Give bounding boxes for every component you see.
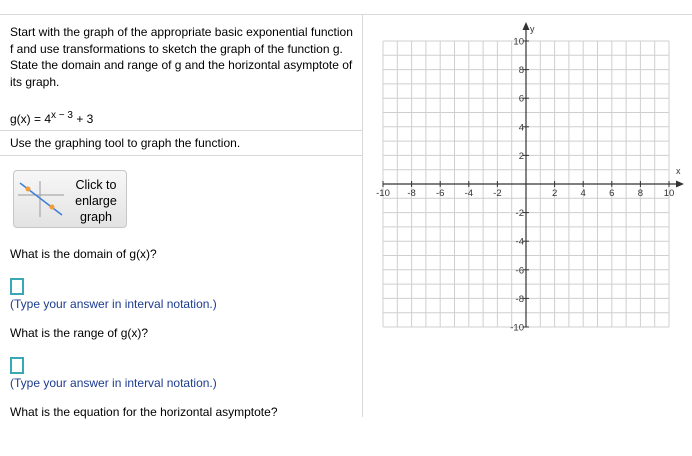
x-axis-label: x [676, 166, 681, 176]
graphing-instruction: Use the graphing tool to graph the function. [10, 136, 241, 150]
domain-hint: (Type your answer in interval notation.) [10, 297, 217, 311]
x-tick-label: -8 [407, 188, 416, 199]
x-tick-label: -4 [464, 188, 474, 199]
y-tick-label: 8 [518, 65, 524, 77]
function-exponent: x − 3 [51, 110, 73, 121]
range-question: What is the range of g(x)? [10, 326, 149, 340]
y-tick-label: 10 [513, 36, 524, 48]
y-tick-label: -8 [515, 293, 524, 305]
domain-question: What is the domain of g(x)? [10, 247, 157, 261]
y-tick-label: 6 [518, 93, 524, 105]
x-tick-label: 8 [637, 188, 644, 199]
enlarge-graph-label: Click to enlarge graph [75, 178, 117, 224]
y-tick-label: 4 [518, 122, 524, 134]
x-tick-label: 6 [609, 188, 615, 199]
function-lhs: g(x) = 4 [10, 112, 52, 126]
y-tick-label: -10 [510, 322, 524, 334]
y-axis-arrow [523, 22, 530, 30]
y-tick-label: -4 [515, 236, 524, 248]
y-tick-label: 2 [518, 150, 524, 162]
y-tick-label: -6 [515, 265, 524, 277]
x-axis-arrow [676, 181, 684, 188]
x-tick-label: 2 [551, 188, 558, 199]
x-tick-label: 4 [580, 188, 586, 199]
axes [383, 22, 684, 327]
y-axis-label: y [530, 24, 535, 34]
x-tick-label: -10 [376, 188, 390, 199]
x-tick-label: -6 [435, 188, 445, 199]
y-tick-label: -2 [515, 208, 524, 220]
x-tick-label: -2 [493, 188, 502, 199]
problem-prompt: Start with the graph of the appropriate basic exponential function f and use transformations to sketch the graph of the function g. State the domain and range of g and the horizontal asymptote of its graph. [10, 25, 353, 89]
asymptote-question: What is the equation for the horizontal asymptote? [10, 405, 278, 419]
x-tick-label: 10 [663, 188, 675, 199]
tick-labels [376, 24, 681, 334]
range-hint: (Type your answer in interval notation.) [10, 376, 217, 390]
function-rhs: + 3 [72, 112, 94, 126]
